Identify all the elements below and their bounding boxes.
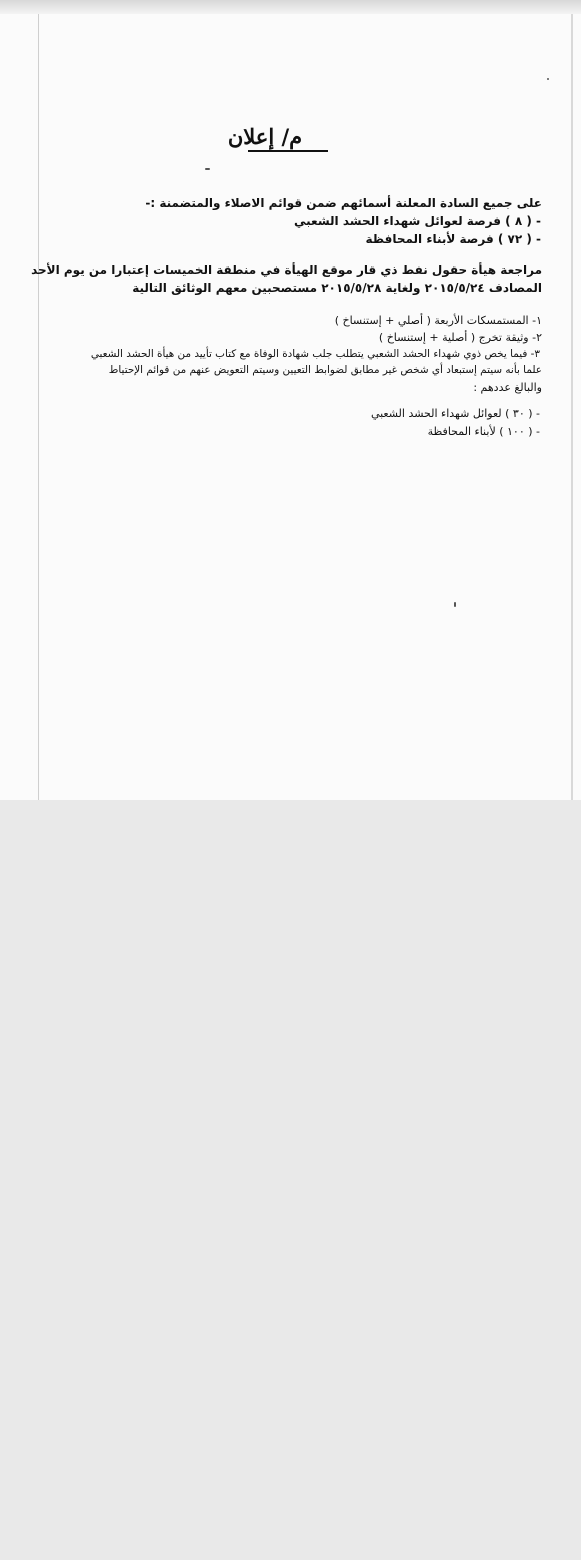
title-underline xyxy=(248,150,328,152)
scan-left-edge xyxy=(38,14,39,800)
review-line: مراجعة هيأة حقول نفط ذي قار موقع الهيأة في منطقة الخميسات إعتبارا من يوم الأحد xyxy=(31,263,542,277)
scan-top-edge xyxy=(0,0,581,14)
review-line: المصادف ٢٠١٥/٥/٢٤ ولغاية ٢٠١٥/٥/٢٨ مستصحبين معهم الوثائق التالية xyxy=(132,281,542,295)
scan-speck xyxy=(547,78,549,80)
notice-line: والبالغ عددهم : xyxy=(473,381,542,394)
first-group-item: - ( ٨ ) فرصة لعوائل شهداء الحشد الشعبي xyxy=(294,214,541,228)
second-group-item: - ( ٣٠ ) لعوائل شهداء الحشد الشعبي xyxy=(370,407,540,420)
scan-speck xyxy=(205,168,210,170)
page-title: م/ إعلان xyxy=(227,124,303,149)
second-group-item: - ( ١٠٠ ) لأبناء المحافظة xyxy=(427,425,540,438)
scan-speck xyxy=(454,602,456,607)
site-logo xyxy=(446,764,581,800)
document-item: ٢- وثيقة تخرج ( أصلية + إستنساخ ) xyxy=(378,331,542,344)
document-item: ١- المستمسكات الأربعة ( أصلي + إستنساخ ) xyxy=(334,314,542,327)
intro-paragraph: على جميع السادة المعلنة أسمائهم ضمن قوائم الاصلاء والمتضمنة :- xyxy=(145,196,542,210)
scan-right-edge xyxy=(571,14,573,800)
notice-line: علما بأنه سيتم إستبعاد أي شخص غير مطابق لضوابط التعيين وسيتم التعويض عنهم من قوائم الإحتياط xyxy=(108,364,542,376)
first-group-item: - ( ٧٢ ) فرصة لأبناء المحافظة xyxy=(365,232,541,246)
document-item: ٣- فيما يخص ذوي شهداء الحشد الشعبي يتطلب جلب شهادة الوفاة مع كتاب تأييد من هيأة الحشد الشعبي xyxy=(90,348,540,360)
